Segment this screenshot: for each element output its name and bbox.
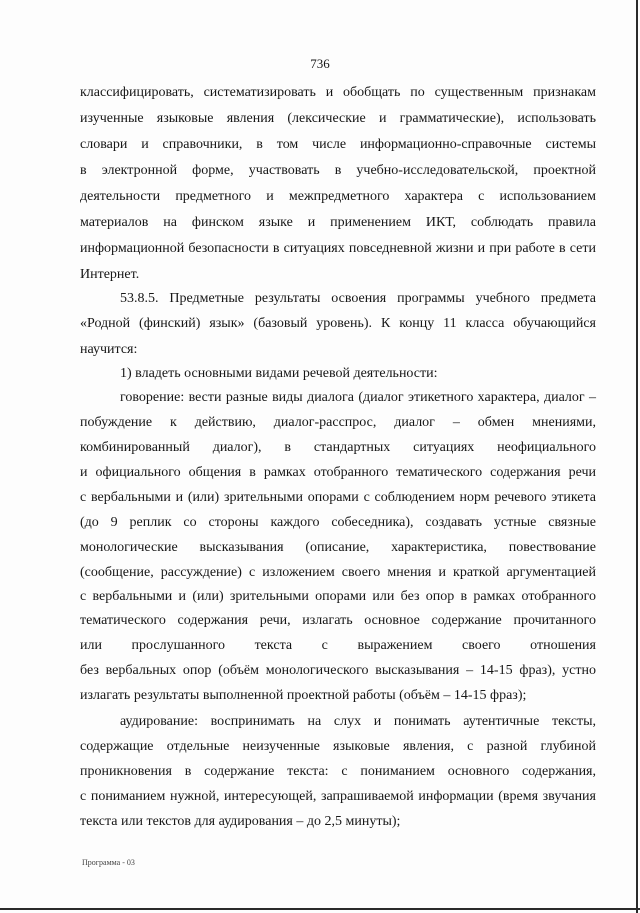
text-line: тематического содержания речи, излагать основное содержание прочитанного <box>80 613 596 628</box>
text-line: «Родной (финский) язык» (базовый уровень). К концу 11 класса обучающийся <box>80 316 596 331</box>
page-number: 736 <box>310 56 330 71</box>
text-line: комбинированный диалог), в стандартных ситуациях неофициального <box>80 440 596 455</box>
text-line: информационной безопасности в ситуациях повседневной жизни и при работе в сети <box>80 241 596 256</box>
text-line: с вербальными и (или) зрительными опорами или без опор в рамках отобранного <box>80 589 596 604</box>
text-line: с пониманием нужной, интересующей, запрашиваемой информации (время звучания <box>80 789 596 804</box>
text-line: без вербальных опор (объём монологического высказывания – 14-15 фраз), устно <box>80 663 596 678</box>
text-line: научится: <box>80 342 138 357</box>
text-line: текста или текстов для аудирования – до 2,5 минуты); <box>80 814 401 829</box>
text-line: словари и справочники, в том числе информационно-справочные системы <box>80 137 596 152</box>
text-line: Интернет. <box>80 267 140 282</box>
list-item-line: 1) владеть основными видами речевой деятельности: <box>120 366 438 381</box>
text-line: содержащие отдельные неизученные языковые явления, с разной глубиной <box>80 739 596 754</box>
section-heading-line: 53.8.5. Предметные результаты освоения программы учебного предмета <box>120 291 596 306</box>
text-line: излагать результаты выполненной проектной работы (объём – 14-15 фраз); <box>80 688 527 703</box>
scan-edge-right <box>636 0 638 913</box>
text-line: говорение: вести разные виды диалога (диалог этикетного характера, диалог – <box>120 390 596 405</box>
text-line: проникновения в содержание текста: с пониманием основного содержания, <box>80 764 596 779</box>
text-line: монологические высказывания (описание, характеристика, повествование <box>80 540 596 555</box>
text-line: материалов на финском языке и применением ИКТ, соблюдать правила <box>80 215 596 230</box>
text-line: побуждение к действию, диалог-расспрос, диалог – обмен мнениями, <box>80 415 596 430</box>
text-line: деятельности предметного и межпредметного характера с использованием <box>80 189 596 204</box>
page-footer: Программа - 03 <box>82 858 135 867</box>
text-line: изученные языковые явления (лексические и грамматические), использовать <box>80 111 596 126</box>
text-line: и официального общения в рамках отобранного тематического содержания речи <box>80 465 596 480</box>
text-line: в электронной форме, участвовать в учебно-исследовательской, проектной <box>80 163 596 178</box>
text-line: (до 9 реплик со стороны каждого собеседника), создавать устные связные <box>80 515 596 530</box>
scan-edge-bottom <box>0 908 640 910</box>
text-line: классифицировать, систематизировать и обобщать по существенным признакам <box>80 85 596 100</box>
text-line: (сообщение, рассуждение) с изложением своего мнения и краткой аргументацией <box>80 565 596 580</box>
text-line: с вербальными и (или) зрительными опорами с соблюдением норм речевого этикета <box>80 490 596 505</box>
text-line: аудирование: воспринимать на слух и понимать аутентичные тексты, <box>120 714 596 729</box>
text-line: или прослушанного текста с выражением своего отношения <box>80 638 596 653</box>
